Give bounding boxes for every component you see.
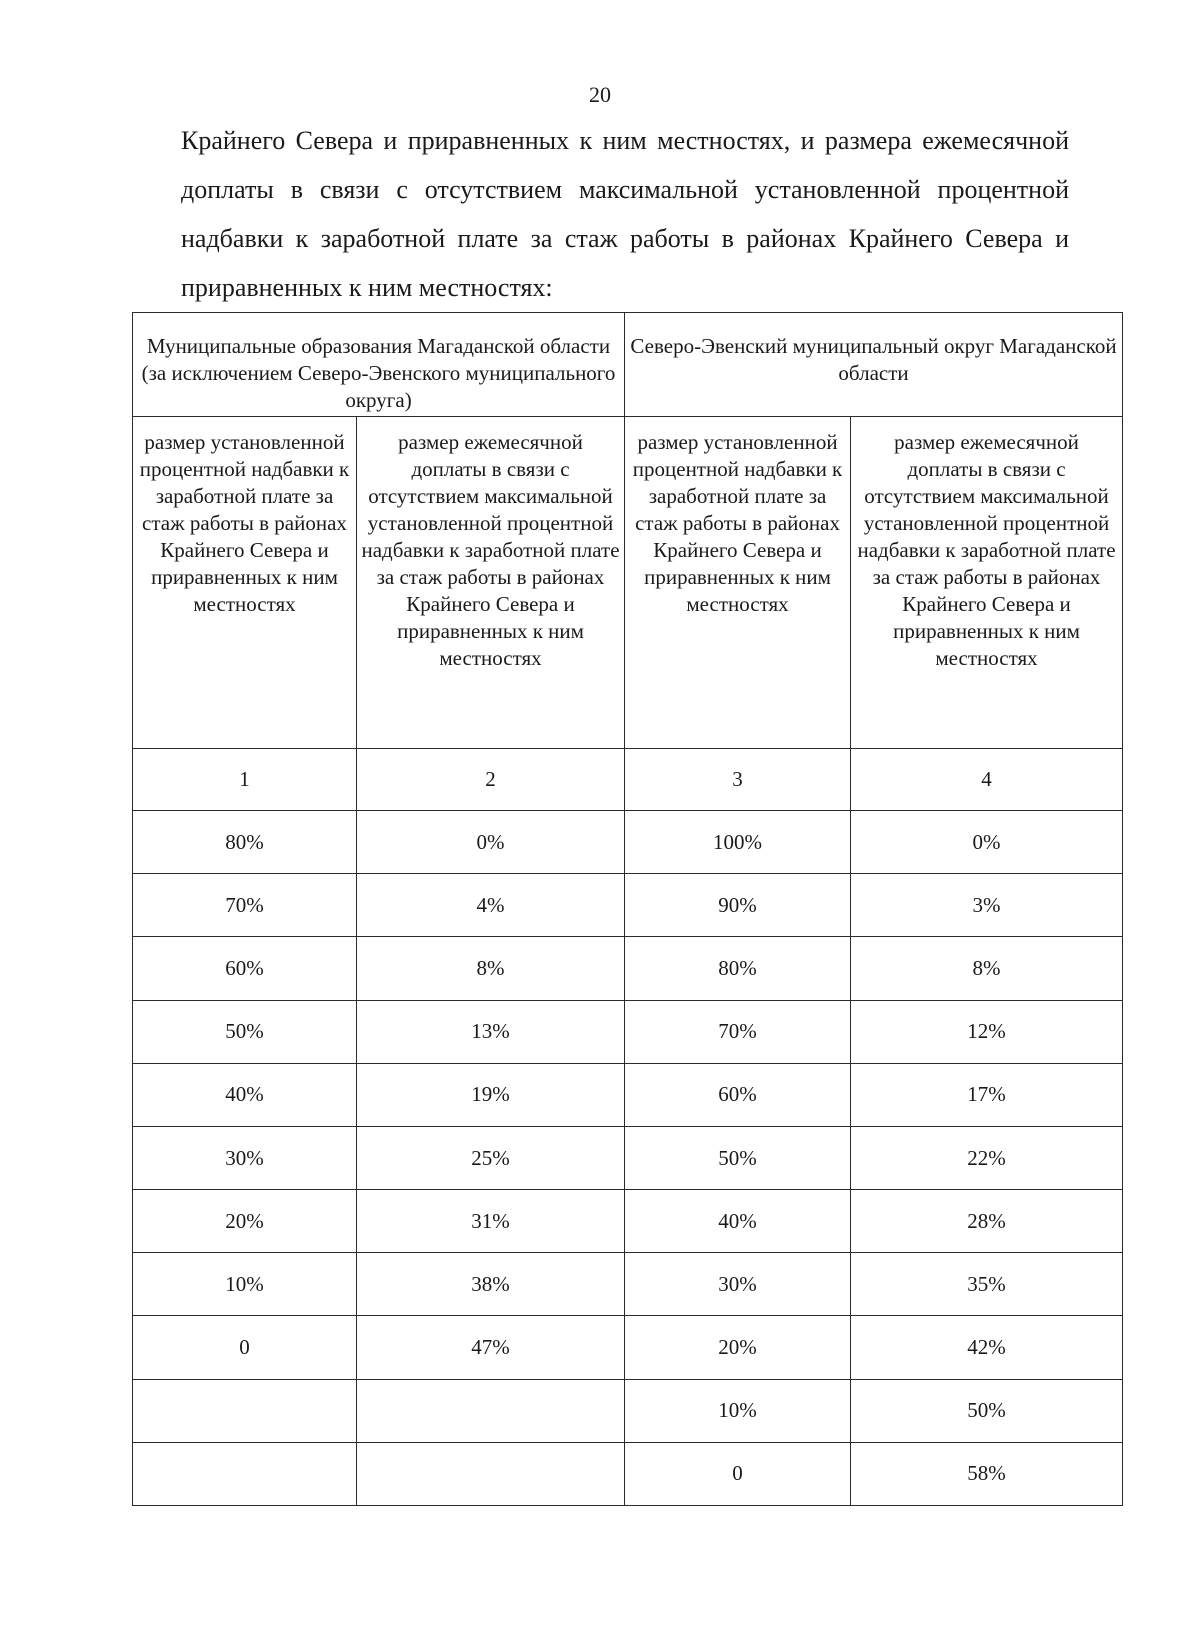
column-number-3: 3	[625, 749, 851, 811]
table-cell: 60%	[133, 937, 357, 1000]
table-row	[133, 1063, 1123, 1126]
table-cell	[133, 1379, 357, 1442]
table-row	[133, 1000, 1123, 1063]
table-cell: 70%	[133, 874, 357, 937]
allowance-table	[132, 312, 1123, 1506]
table-cell: 47%	[357, 1316, 625, 1379]
table-cell: 30%	[625, 1253, 851, 1316]
group-header-row	[133, 313, 1123, 417]
table-cell: 0%	[357, 811, 625, 874]
column-header-3: размер установленной процентной надбавки к заработной плате за стаж работы в районах Крайнего Севера и приравненных к ним местностях	[625, 416, 851, 748]
table-row	[133, 1379, 1123, 1442]
table-cell: 50%	[133, 1000, 357, 1063]
table-cell: 17%	[851, 1063, 1123, 1126]
table-row	[133, 1190, 1123, 1253]
column-number-row	[133, 749, 1123, 811]
table-cell: 35%	[851, 1253, 1123, 1316]
table-cell: 80%	[133, 811, 357, 874]
table-cell: 90%	[625, 874, 851, 937]
column-header-row	[133, 416, 1123, 748]
table-cell: 50%	[851, 1379, 1123, 1442]
table-row	[133, 1126, 1123, 1189]
table-cell: 30%	[133, 1126, 357, 1189]
table-cell: 4%	[357, 874, 625, 937]
table-row	[133, 874, 1123, 937]
table-cell: 31%	[357, 1190, 625, 1253]
page-number: 20	[589, 82, 611, 107]
table-cell: 3%	[851, 874, 1123, 937]
column-number-1: 1	[133, 749, 357, 811]
table-cell: 12%	[851, 1000, 1123, 1063]
table-cell: 19%	[357, 1063, 625, 1126]
table-cell: 40%	[625, 1190, 851, 1253]
table-cell: 58%	[851, 1442, 1123, 1505]
table-cell: 0	[133, 1316, 357, 1379]
table-cell: 50%	[625, 1126, 851, 1189]
table-cell: 8%	[851, 937, 1123, 1000]
table-cell: 10%	[625, 1379, 851, 1442]
table-cell: 25%	[357, 1126, 625, 1189]
table-cell: 13%	[357, 1000, 625, 1063]
column-header-1: размер установленной процентной надбавки к заработной плате за стаж работы в районах Крайнего Севера и приравненных к ним местностях	[133, 416, 357, 748]
table-row	[133, 1442, 1123, 1505]
column-header-2: размер ежемесячной доплаты в связи с отсутствием максимальной установленной процентной надбавки к заработной плате за стаж работы в районах Крайнего Севера и приравненных к ним местностях	[357, 416, 625, 748]
table-cell	[357, 1442, 625, 1505]
table-cell: 80%	[625, 937, 851, 1000]
intro-paragraph: Крайнего Севера и приравненных к ним местностях, и размера ежемесячной доплаты в связи с отсутствием максимальной установленной процентной надбавки к заработной плате за стаж работы в районах Крайнего Севера и приравненных к ним местностях:	[181, 126, 1069, 302]
table-cell: 60%	[625, 1063, 851, 1126]
table-row	[133, 811, 1123, 874]
table-cell: 42%	[851, 1316, 1123, 1379]
column-header-4: размер ежемесячной доплаты в связи с отсутствием максимальной установленной процентной надбавки к заработной плате за стаж работы в районах Крайнего Севера и приравненных к ним местностях	[851, 416, 1123, 748]
group-header-severo-evensky: Северо-Эвенский муниципальный округ Магаданской области	[625, 313, 1123, 417]
group-header-magadan-region: Муниципальные образования Магаданской области (за исключением Северо-Эвенского муниципального округа)	[133, 313, 625, 417]
table-cell: 8%	[357, 937, 625, 1000]
table-cell: 38%	[357, 1253, 625, 1316]
table-row	[133, 937, 1123, 1000]
table-cell: 10%	[133, 1253, 357, 1316]
allowance-table-container	[132, 312, 1122, 1506]
table-cell: 40%	[133, 1063, 357, 1126]
column-number-2: 2	[357, 749, 625, 811]
column-number-4: 4	[851, 749, 1123, 811]
table-cell: 0%	[851, 811, 1123, 874]
table-cell: 100%	[625, 811, 851, 874]
table-cell: 0	[625, 1442, 851, 1505]
table-cell	[133, 1442, 357, 1505]
table-cell	[357, 1379, 625, 1442]
table-cell: 22%	[851, 1126, 1123, 1189]
table-row	[133, 1316, 1123, 1379]
table-cell: 70%	[625, 1000, 851, 1063]
table-row	[133, 1253, 1123, 1316]
table-cell: 20%	[625, 1316, 851, 1379]
table-cell: 20%	[133, 1190, 357, 1253]
table-cell: 28%	[851, 1190, 1123, 1253]
